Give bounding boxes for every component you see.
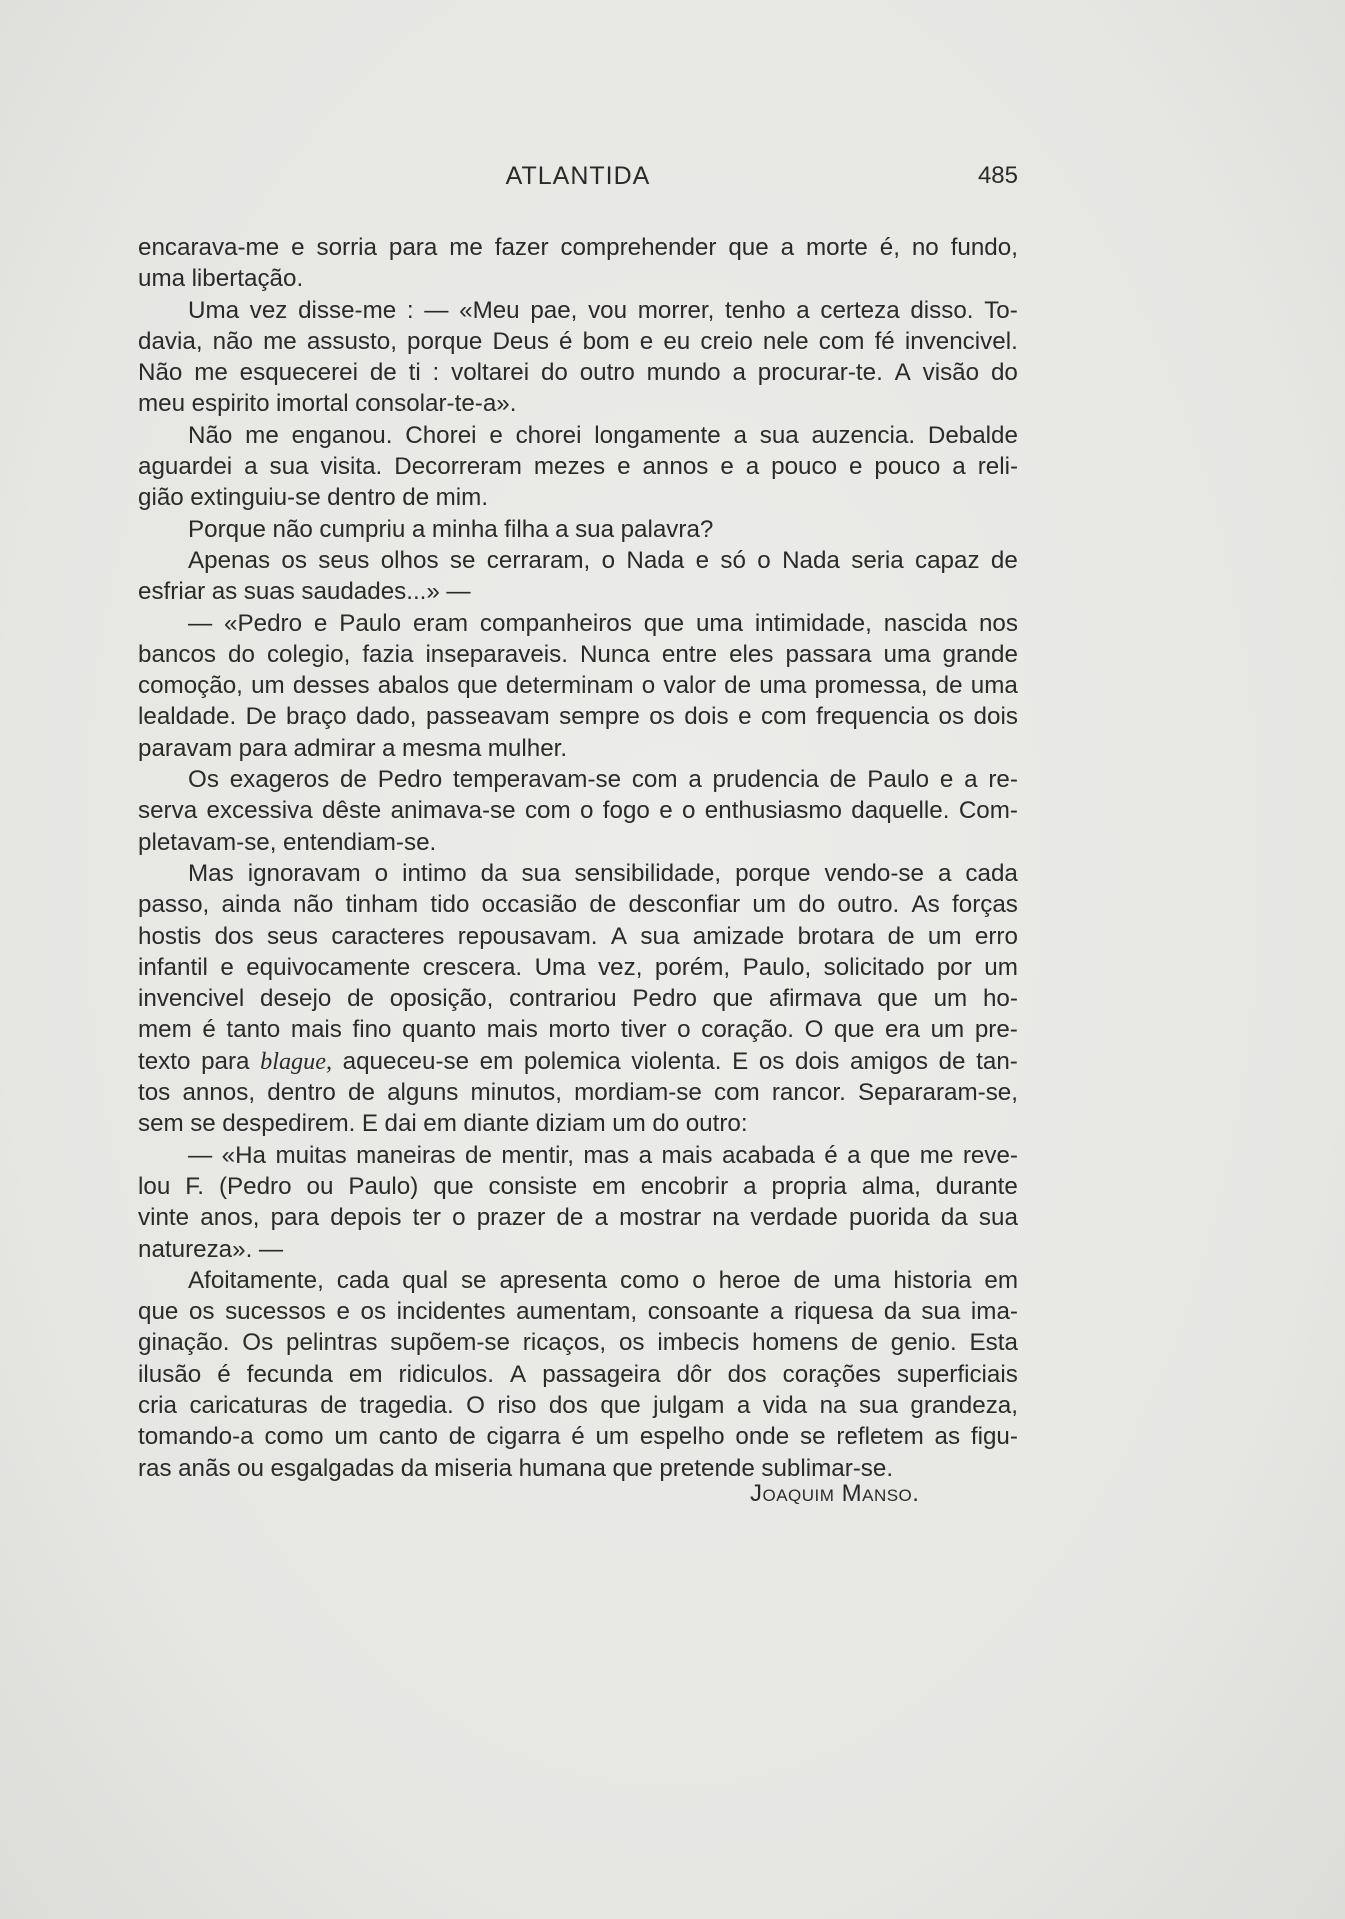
text-line: lealdade. De braço dado, passeavam sempre os dois e com frequencia os dois xyxy=(138,703,1018,731)
text-line: cria caricaturas de tragedia. O riso dos que julgam a vida na sua grandeza, xyxy=(138,1391,1018,1419)
text-line: hostis dos seus caracteres repousavam. A sua amizade brotara de um erro xyxy=(138,922,1018,950)
text-line: texto para blague, aqueceu-se em polemica violenta. E os dois amigos de tan- xyxy=(138,1047,1018,1075)
text-line: esfriar as suas saudades...» — xyxy=(138,578,471,606)
text-line: comoção, um desses abalos que determinam o valor de uma promessa, de uma xyxy=(138,672,1018,700)
text-line: serva excessiva dêste animava-se com o fogo e o enthusiasmo daquelle. Com- xyxy=(138,797,1018,825)
text-line: ilusão é fecunda em ridiculos. A passageira dôr dos corações superficiais xyxy=(138,1360,1018,1388)
text-line: — «Pedro e Paulo eram companheiros que uma intimidade, nascida nos xyxy=(188,609,1018,637)
page-number: 485 xyxy=(977,162,1018,189)
text-line: davia, não me assusto, porque Deus é bom e eu creio nele com fé invencivel. xyxy=(138,327,1018,355)
text-line: passo, ainda não tinham tido occasião de desconfiar um do outro. As forças xyxy=(138,891,1018,919)
text-line: — «Ha muitas maneiras de mentir, mas a mais acabada é a que me reve- xyxy=(188,1141,1018,1169)
text-line: uma libertação. xyxy=(138,265,304,293)
text-line: lou F. (Pedro ou Paulo) que consiste em encobrir a propria alma, durante xyxy=(138,1172,1018,1200)
text-line: tomando-a como um canto de cigarra é um espelho onde se refletem as figu- xyxy=(138,1423,1018,1451)
text-line: Não me enganou. Chorei e chorei longamente a sua auzencia. Debalde xyxy=(188,421,1018,449)
text-line: Porque não cumpriu a minha filha a sua palavra? xyxy=(188,515,714,543)
text-line: aguardei a sua visita. Decorreram mezes e annos e a pouco e pouco a reli- xyxy=(138,453,1018,481)
text-line: Mas ignoravam o intimo da sua sensibilidade, porque vendo-se a cada xyxy=(188,859,1018,887)
text-line: vinte anos, para depois ter o prazer de a mostrar na verdade puorida da sua xyxy=(138,1204,1018,1232)
text-line: meu espirito imortal consolar-te-a». xyxy=(138,390,517,418)
text-line: Não me esquecerei de ti : voltarei do outro mundo a procurar-te. A visão do xyxy=(138,359,1018,387)
text-line: gião extinguiu-se dentro de mim. xyxy=(138,484,489,512)
text-line: mem é tanto mais fino quanto mais morto tiver o coração. O que era um pre- xyxy=(138,1016,1018,1044)
text-line: Uma vez disse-me : — «Meu pae, vou morrer, tenho a certeza disso. To- xyxy=(188,296,1018,324)
running-title: ATLANTIDA xyxy=(505,162,651,190)
text-line: natureza». — xyxy=(138,1235,283,1263)
text-line: encarava-me e sorria para me fazer comprehender que a morte é, no fundo, xyxy=(138,234,1018,261)
text-line: ras anãs ou esgalgadas da miseria humana que pretende sublimar-se. xyxy=(138,1454,894,1482)
body-text xyxy=(138,232,1018,1484)
author-signature: Joaquim Manso. xyxy=(750,1480,920,1507)
text-line: paravam para admirar a mesma mulher. xyxy=(138,734,568,762)
text-line: bancos do colegio, fazia inseparaveis. Nunca entre eles passara uma grande xyxy=(138,640,1018,668)
text-line: invencivel desejo de oposição, contrariou Pedro que afirmava que um ho- xyxy=(138,985,1018,1013)
text-line: que os sucessos e os incidentes aumentam, consoante a riquesa da sua ima- xyxy=(138,1298,1018,1326)
text-line: tos annos, dentro de alguns minutos, mordiam-se com rancor. Separaram-se, xyxy=(138,1079,1018,1107)
text-line: sem se despedirem. E dai em diante diziam um do outro: xyxy=(138,1110,748,1138)
text-line: ginação. Os pelintras supõem-se ricaços, os imbecis homens de genio. Esta xyxy=(138,1329,1018,1357)
text-line: Apenas os seus olhos se cerraram, o Nada e só o Nada seria capaz de xyxy=(188,546,1018,574)
text-line: pletavam-se, entendiam-se. xyxy=(138,828,437,856)
page-header xyxy=(138,162,1018,202)
text-line: infantil e equivocamente crescera. Uma vez, porém, Paulo, solicitado por um xyxy=(138,953,1018,981)
text-line: Os exageros de Pedro temperavam-se com a prudencia de Paulo e a re- xyxy=(188,766,1018,794)
text-line: Afoitamente, cada qual se apresenta como o heroe de uma historia em xyxy=(188,1266,1018,1294)
